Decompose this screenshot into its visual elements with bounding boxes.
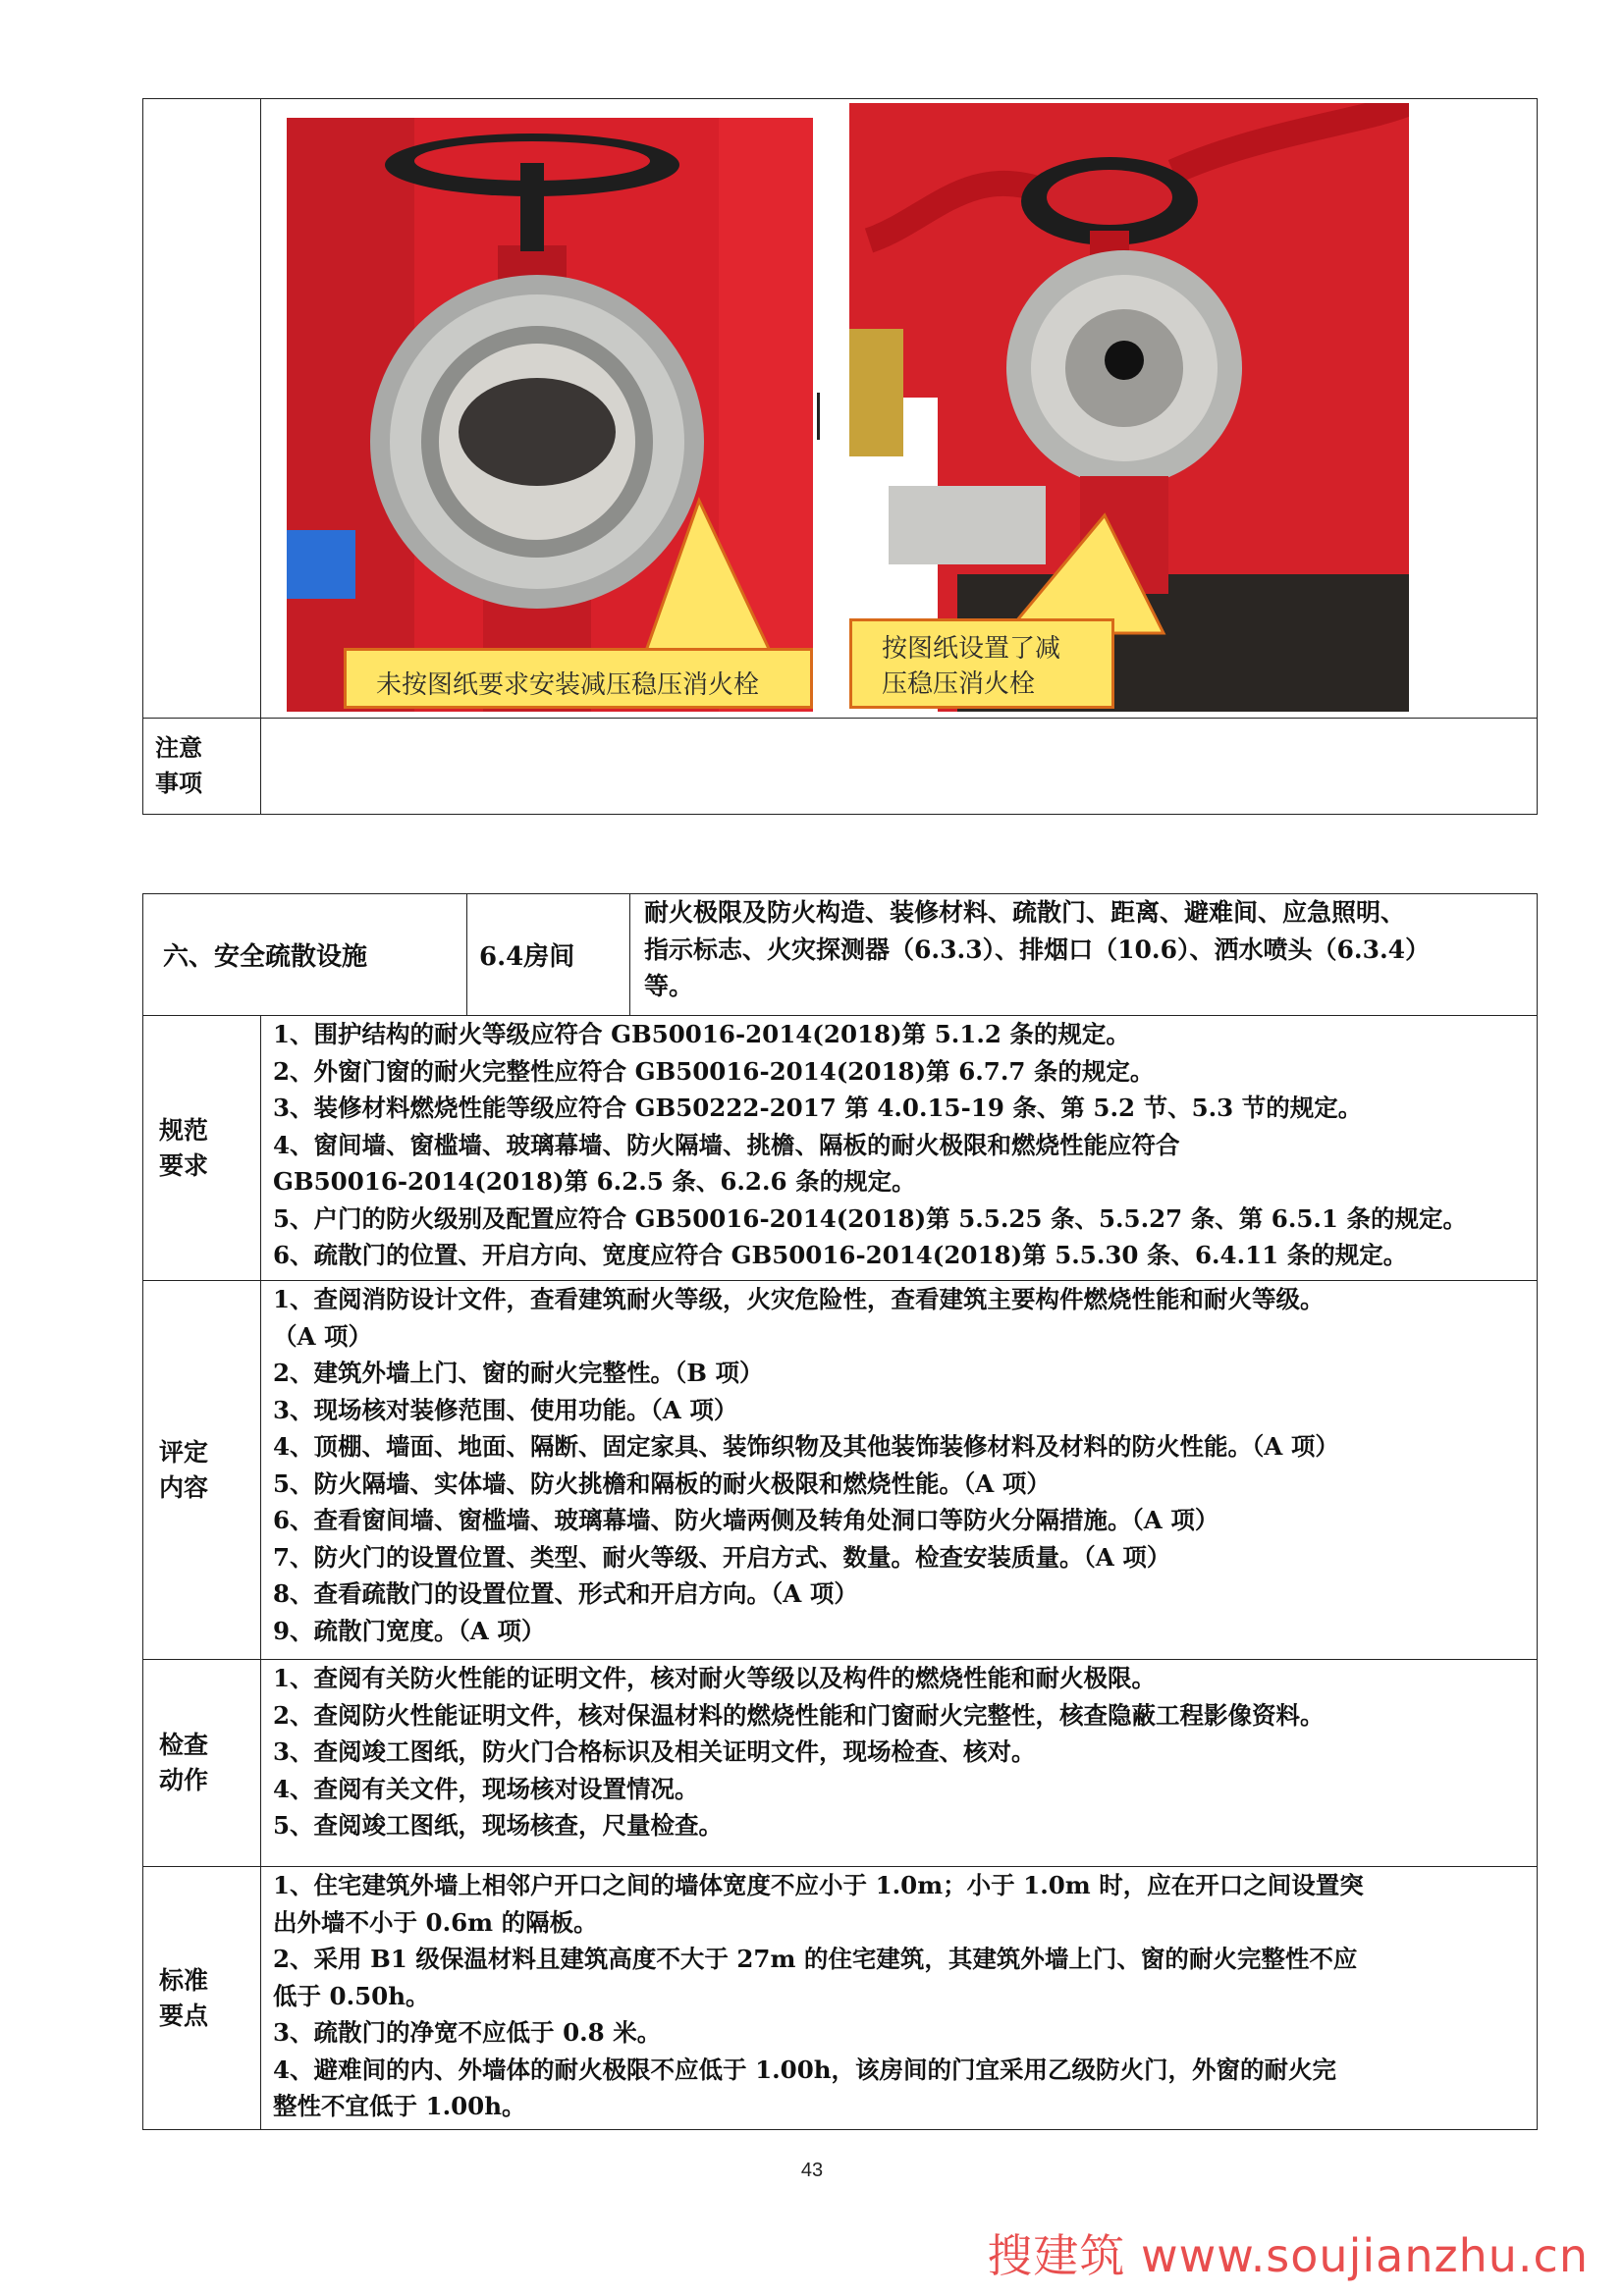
list-item: 9、疏散门宽度。（A 项） — [273, 1616, 546, 1645]
notes-label-cell — [143, 719, 261, 814]
row-body — [273, 1016, 1527, 1274]
row-label-line1: 标准 — [159, 1965, 209, 1995]
list-item: 出外墙不小于 0.6m 的隔板。 — [273, 1907, 598, 1937]
row-label-line2: 动作 — [159, 1766, 209, 1794]
row-body — [273, 1660, 1527, 1844]
page-number: 43 — [800, 2160, 824, 2181]
row-label — [143, 1867, 261, 2129]
row-label-line1: 评定 — [159, 1437, 209, 1467]
inspection-table — [142, 893, 1538, 2130]
standard-key-points-row — [143, 1866, 1537, 2129]
row-divider — [143, 718, 1537, 719]
list-item: 4、查阅有关文件，现场核对设置情况。 — [273, 1774, 699, 1803]
list-item: （A 项） — [273, 1321, 373, 1351]
row-body — [273, 1867, 1527, 2125]
list-item: 6、疏散门的位置、开启方向、宽度应符合 GB50016-2014(2018)第 5.5.30 条、6.4.11 条的规定。 — [273, 1241, 1408, 1269]
list-item: 1、围护结构的耐火等级应符合 GB50016-2014(2018)第 5.1.2 条的规定。 — [273, 1020, 1130, 1048]
photo-row-label-cell — [143, 99, 261, 718]
list-item: 7、防火门的设置位置、类型、耐火等级、开启方式、数量。检查安装质量。（A 项） — [273, 1542, 1171, 1572]
callout-line2: 压稳压消火栓 — [882, 669, 1036, 699]
list-item: 2、采用 B1 级保温材料且建筑高度不大于 27m 的住宅建筑，其建筑外墙上门、窗的耐火完整性不应 — [273, 1945, 1358, 1973]
list-item: 1、查阅有关防火性能的证明文件，核对耐火等级以及构件的燃烧性能和耐火极限。 — [273, 1664, 1157, 1692]
inspection-actions-row — [143, 1659, 1537, 1866]
site-watermark: 搜建筑 www.soujianzhu.cn — [987, 2229, 1589, 2282]
list-item: 2、查阅防火性能证明文件，核对保温材料的燃烧性能和门窗耐火完整性，核查隐蔽工程影像资料。 — [273, 1700, 1325, 1730]
list-item: 3、查阅竣工图纸，防火门合格标识及相关证明文件，现场检查、核对。 — [273, 1737, 1036, 1766]
list-item: 5、户门的防火级别及配置应符合 GB50016-2014(2018)第 5.5.25 条、5.5.27 条、第 6.5.1 条的规定。 — [273, 1203, 1468, 1233]
list-item: 1、查阅消防设计文件，查看建筑耐火等级，火灾危险性，查看建筑主要构件燃烧性能和耐火等级。 — [273, 1285, 1325, 1313]
list-item: GB50016-2014(2018)第 6.2.5 条、6.2.6 条的规定。 — [273, 1167, 916, 1196]
row-body — [273, 1281, 1527, 1649]
notes-label-line2: 事项 — [155, 769, 202, 797]
row-label-line2: 内容 — [159, 1472, 209, 1502]
row-label-line2: 要点 — [159, 2001, 209, 2030]
evaluation-content-row — [143, 1280, 1537, 1659]
list-item: 4、窗间墙、窗槛墙、玻璃幕墙、防火隔墙、挑檐、隔板的耐火极限和燃烧性能应符合 — [273, 1130, 1180, 1159]
list-item: 4、顶棚、墙面、地面、隔断、固定家具、装饰织物及其他装饰装修材料及材料的防火性能。（A 项） — [273, 1432, 1339, 1461]
list-item: 6、查看窗间墙、窗槛墙、玻璃幕墙、防火墙两侧及转角处洞口等防火分隔措施。（A 项） — [273, 1506, 1219, 1534]
list-item: 3、疏散门的净宽不应低于 0.8 米。 — [273, 2018, 662, 2047]
section-header-row — [143, 894, 1537, 1015]
scope-line: 等。 — [644, 972, 694, 1000]
row-label-line2: 要求 — [159, 1150, 209, 1180]
list-item: 5、防火隔墙、实体墙、防火挑檐和隔板的耐火极限和燃烧性能。（A 项） — [273, 1468, 1051, 1498]
spec-requirements-row — [143, 1015, 1537, 1280]
row-label — [143, 1660, 261, 1866]
list-item: 8、查看疏散门的设置位置、形式和开启方向。（A 项） — [273, 1579, 858, 1608]
row-label — [143, 1016, 261, 1280]
chapter-cell: 六、安全疏散设施 — [143, 894, 467, 1015]
hydrant-photo-incorrect — [287, 118, 813, 712]
list-item: 2、建筑外墙上门、窗的耐火完整性。（B 项） — [273, 1359, 764, 1387]
callout-line1: 按图纸设置了减 — [882, 634, 1061, 664]
callout-incorrect-installation: 未按图纸要求安装减压稳压消火栓 — [344, 648, 813, 709]
list-item: 4、避难间的内、外墙体的耐火极限不应低于 1.00h，该房间的门宜采用乙级防火门，外窗的耐火完 — [273, 2055, 1337, 2084]
list-item: 3、装修材料燃烧性能等级应符合 GB50222-2017 第 4.0.15-19 条、第 5.2 节、5.3 节的规定。 — [273, 1094, 1363, 1122]
list-item: 1、住宅建筑外墙上相邻户开口之间的墙体宽度不应小于 1.0m；小于 1.0m 时，应在开口之间设置突 — [273, 1871, 1364, 1899]
item-cell: 6.4房间 — [467, 894, 630, 1015]
list-item: 2、外窗门窗的耐火完整性应符合 GB50016-2014(2018)第 6.7.7 条的规定。 — [273, 1056, 1155, 1086]
text-cursor-mark — [817, 393, 820, 440]
scope-line: 耐火极限及防火构造、装修材料、疏散门、距离、避难间、应急照明、 — [644, 898, 1406, 927]
callout-correct-installation — [849, 618, 1114, 709]
list-item: 5、查阅竣工图纸，现场核查，尺量检查。 — [273, 1811, 724, 1840]
row-label-line1: 检查 — [159, 1731, 209, 1759]
scope-line: 指示标志、火灾探测器（6.3.3）、排烟口（10.6）、洒水喷头（6.3.4） — [644, 934, 1431, 964]
list-item: 低于 0.50h。 — [273, 1981, 430, 2010]
row-label-line1: 规范 — [159, 1115, 209, 1145]
scope-cell — [644, 894, 1529, 1005]
notes-label-line1: 注意 — [155, 733, 202, 762]
list-item: 整性不宜低于 1.00h。 — [273, 2092, 526, 2120]
list-item: 3、现场核对装修范围、使用功能。（A 项） — [273, 1395, 738, 1424]
row-label — [143, 1281, 261, 1659]
